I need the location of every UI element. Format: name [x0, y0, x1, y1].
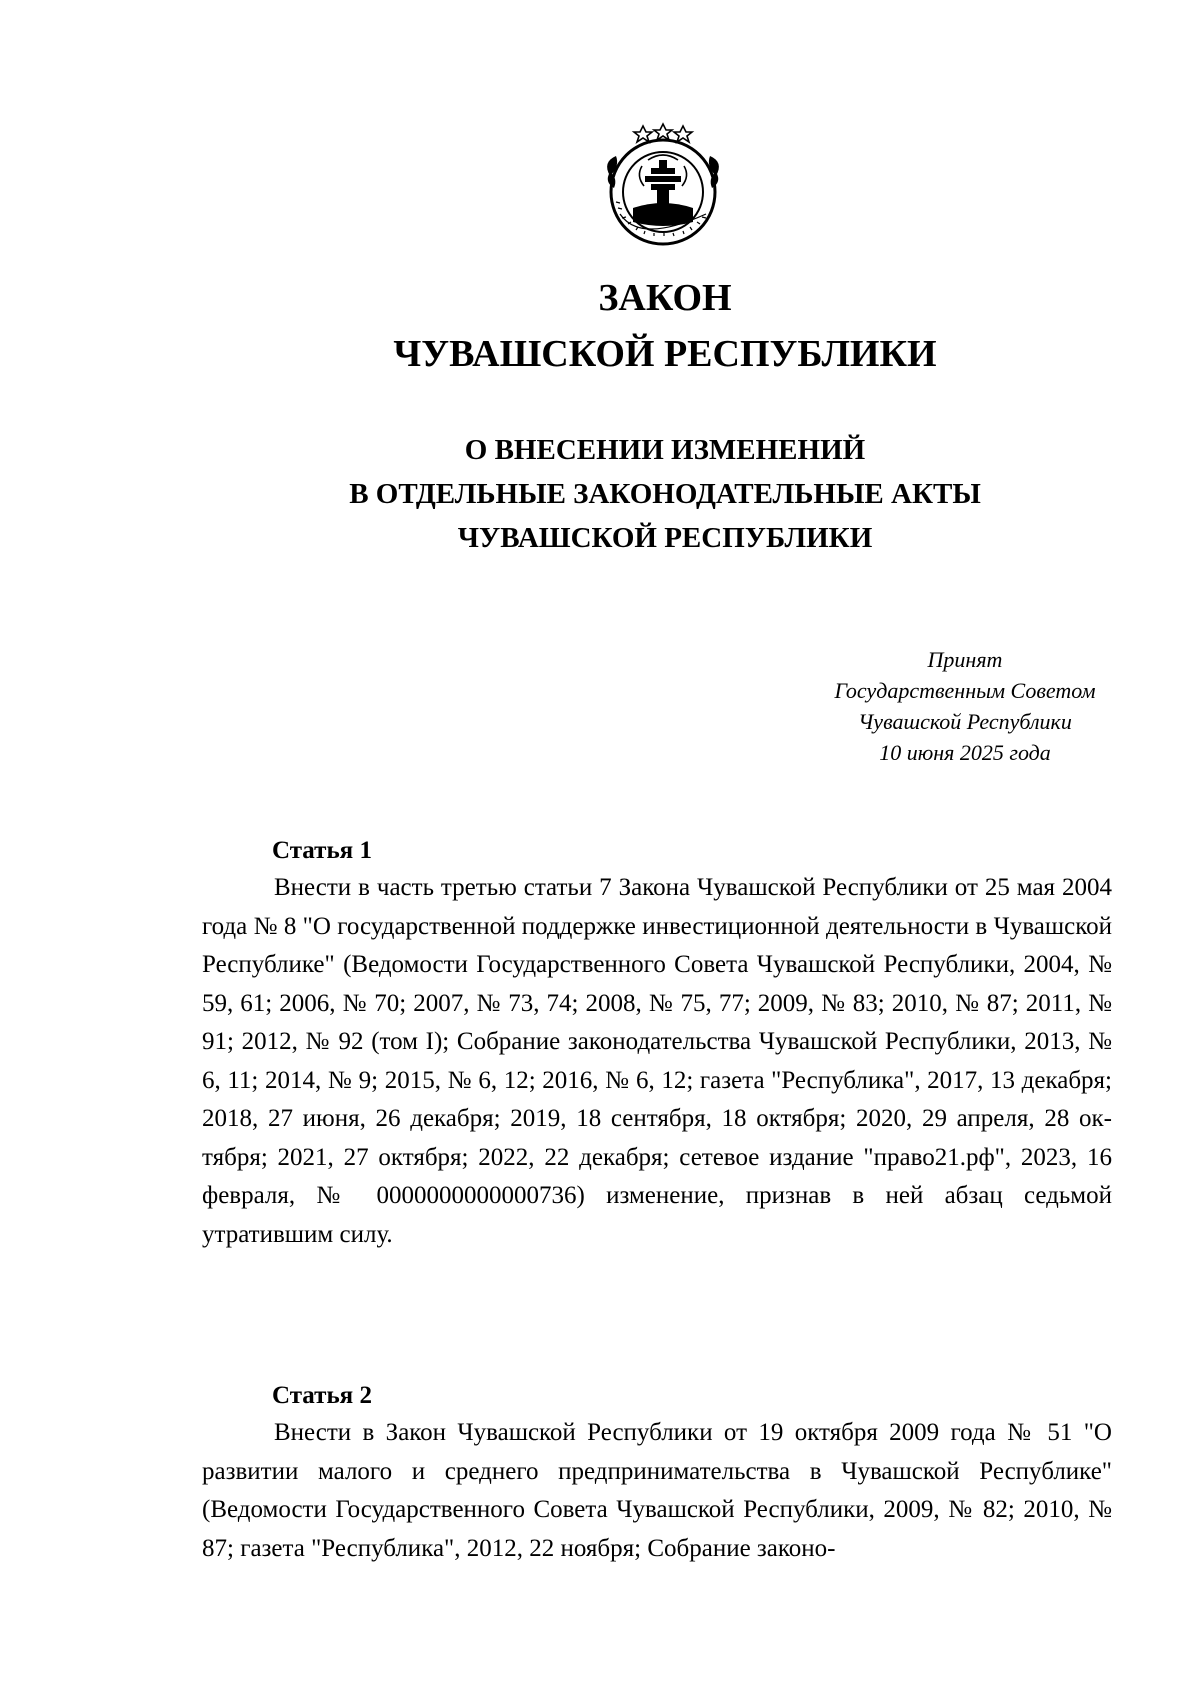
law-title	[0, 270, 1200, 382]
article-2-text: Внести в Закон Чувашской Республики от 19 октября 2009 года № 51 "О развитии малого и среднего предпринимательства в Чувашской Республике" (Ведомости Государственного Совета Чувашской Республики, 2009, № 82; 2010, № 87; газета "Республика", 2012, 22 ноября; Собрание законо-	[202, 1419, 1112, 1562]
article-1-heading: Статья 1	[272, 837, 372, 864]
article-2-heading: Статья 2	[272, 1382, 372, 1409]
law-title-line1: ЗАКОН	[598, 277, 732, 319]
law-subject-line1: О ВНЕСЕНИИ ИЗМЕНЕНИЙ	[464, 434, 866, 466]
law-subject	[0, 428, 1200, 560]
law-subject-line3: ЧУВАШСКОЙ РЕСПУБЛИКИ	[457, 522, 873, 554]
adoption-note	[800, 644, 1130, 768]
adoption-date: 10 июня 2025 года	[879, 740, 1051, 765]
adoption-line3: Чувашской Республики	[858, 709, 1072, 734]
adoption-line1: Принят	[927, 647, 1003, 672]
chuvash-republic-coat-of-arms-icon	[598, 118, 728, 248]
law-subject-line2: В ОТДЕЛЬНЫЕ ЗАКОНОДАТЕЛЬНЫЕ АКТЫ	[349, 478, 981, 510]
article-1	[202, 833, 1112, 1254]
law-title-line2: ЧУВАШСКОЙ РЕСПУБЛИКИ	[393, 333, 937, 375]
article-1-text: Внести в часть третью статьи 7 Закона Чувашской Республики от 25 мая 2004 года № 8 "О государственной поддержке инвестиционной деятельности в Чувашской Республике" (Ведомости Государственного Совета Чувашской Республики, 2004, № 59, 61; 2006, № 70; 2007, № 73, 74; 2008, № 75, 77; 2009, № 83; 2010, № 87; 2011, № 91; 2012, № 92 (том I); Собрание законодательства Чувашской Республики, 2013, № 6, 11; 2014, № 9; 2015, № 6, 12; 2016, № 6, 12; газета "Республика", 2017, 13 декабря; 2018, 27 июня, 26 декабря; 2019, 18 сентября, 18 октября; 2020, 29 апреля, 28 октября; 2021, 27 октября; 2022, 22 декабря; сетевое издание "право21.рф", 2023, 16 февраля, № 0000000000000736) изменение, признав в ней абзац седьмой утратившим силу.	[202, 874, 1112, 1248]
adoption-line2: Государственным Советом	[834, 678, 1096, 703]
article-2	[202, 1378, 1112, 1568]
